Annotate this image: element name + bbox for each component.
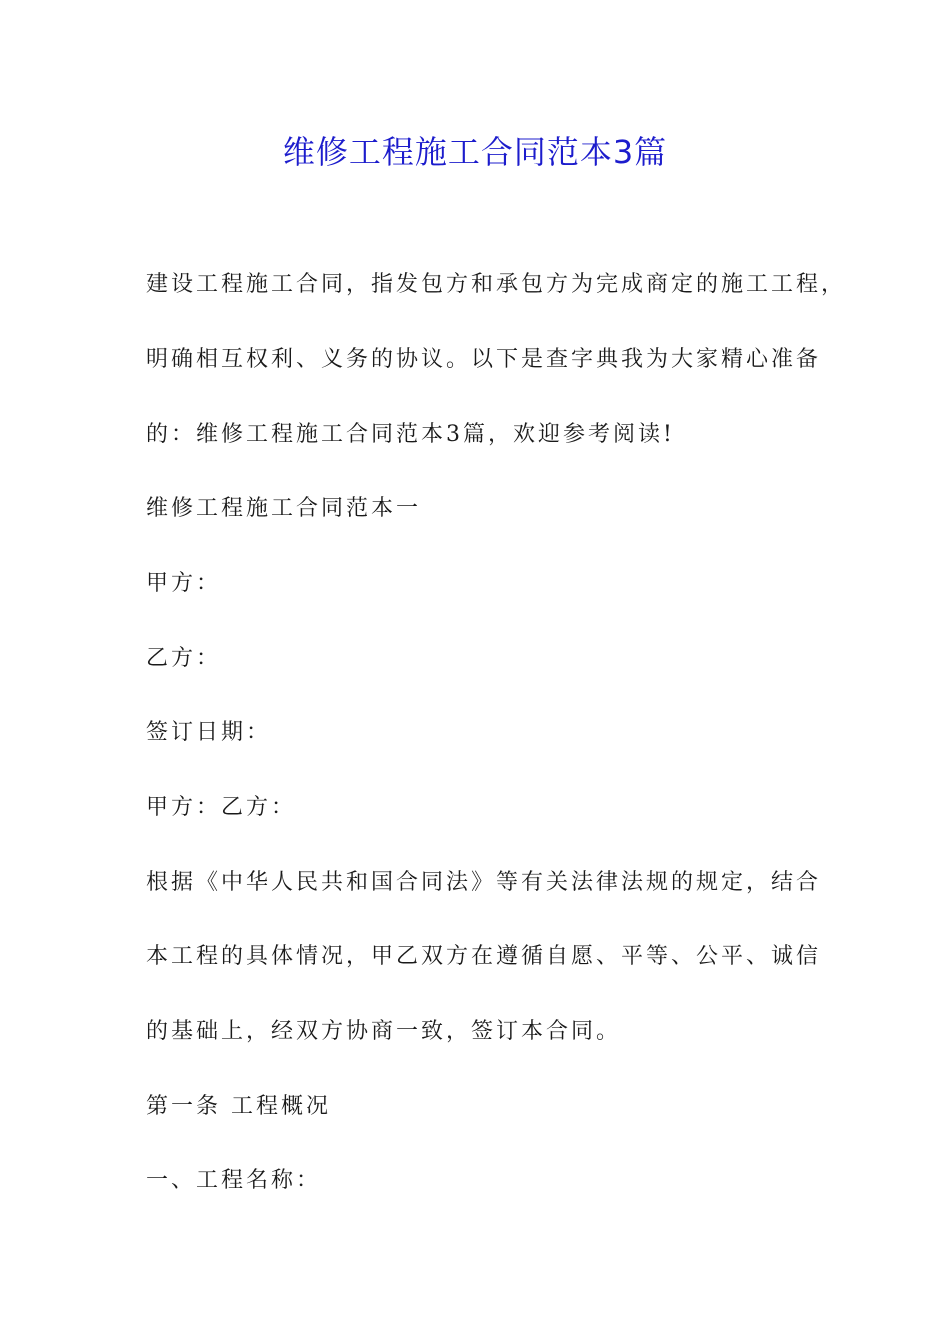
basis-line-2: 本工程的具体情况，甲乙双方在遵循自愿、平等、公平、诚信 bbox=[146, 944, 822, 969]
project-name-line: 一、工程名称： bbox=[146, 1168, 322, 1193]
parties-line: 甲方：乙方： bbox=[146, 795, 297, 820]
basis-line-1: 根据《中华人民共和国合同法》等有关法律法规的规定，结合 bbox=[146, 870, 822, 895]
basis-line-3: 的基础上，经双方协商一致，签订本合同。 bbox=[146, 1019, 622, 1044]
section-heading: 维修工程施工合同范本一 bbox=[146, 496, 422, 521]
party-a-line: 甲方： bbox=[146, 571, 222, 596]
signing-date-line: 签订日期： bbox=[146, 720, 272, 745]
document-title: 维修工程施工合同范本3篇 bbox=[282, 133, 668, 171]
intro-line-2: 明确相互权利、义务的协议。以下是查字典我为大家精心准备 bbox=[146, 347, 822, 372]
intro-line-1: 建设工程施工合同，指发包方和承包方为完成商定的施工工程， bbox=[146, 272, 847, 297]
article-one-heading: 第一条 工程概况 bbox=[146, 1094, 331, 1119]
party-b-line: 乙方： bbox=[146, 646, 222, 671]
intro-line-3: 的：维修工程施工合同范本3篇，欢迎参考阅读! bbox=[146, 422, 675, 447]
